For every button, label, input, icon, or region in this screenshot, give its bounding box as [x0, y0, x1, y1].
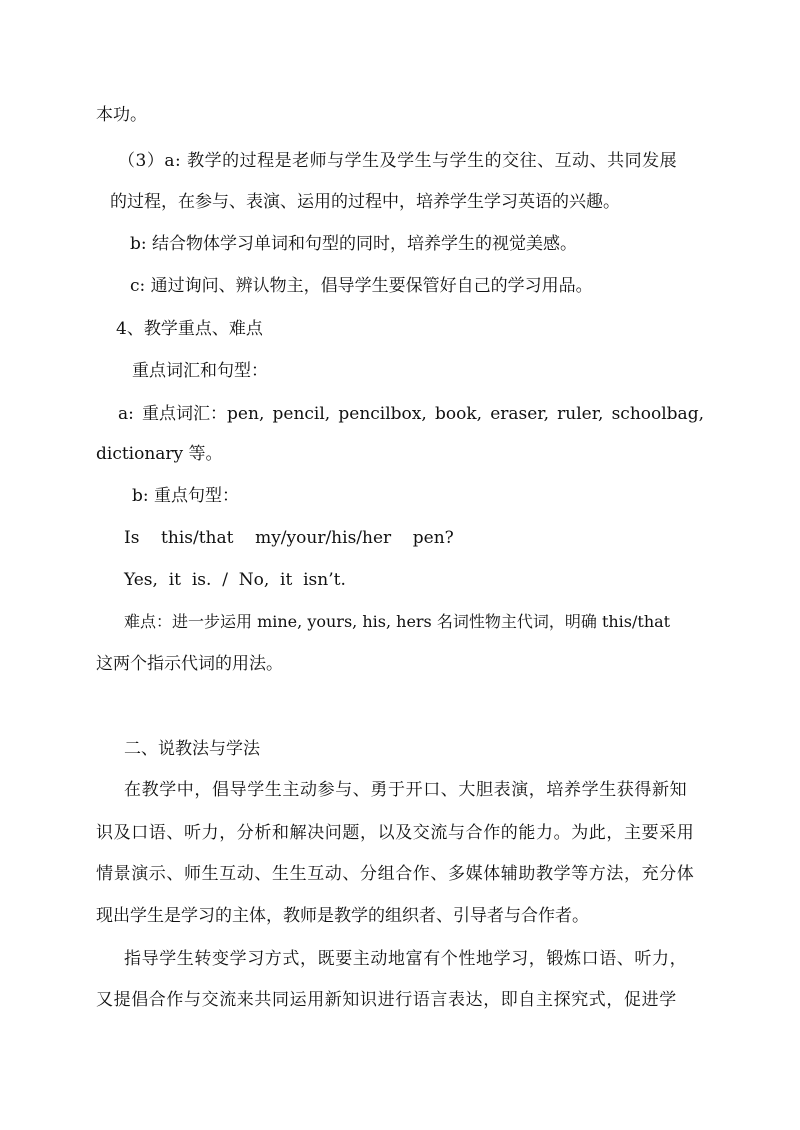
text-line: b: 重点句型：: [132, 486, 240, 506]
text-line: （3）a: 教学的过程是老师与学生及学生与学生的交往、互动、共同发展: [118, 151, 678, 171]
text-segment: schoolbag,: [611, 404, 704, 424]
text-line: c: 通过询问、辨认物主，倡导学生要保管好自己的学习用品。: [130, 276, 593, 296]
section-heading: 4、教学重点、难点: [116, 319, 263, 339]
text-line: 的过程，在参与、表演、运用的过程中，培养学生学习英语的兴趣。: [110, 192, 620, 212]
text-line: 本功。: [96, 105, 147, 125]
text-line: 现出学生是学习的主体，教师是教学的组织者、引导者与合作者。: [96, 906, 589, 926]
text-line: 又提倡合作与交流来共同运用新知识进行语言表达，即自主探究式，促进学: [96, 990, 677, 1010]
text-line: b: 结合物体学习单词和句型的同时，培养学生的视觉美感。: [130, 234, 578, 254]
sentence-pattern: Yes, it is. / No, it isn’t.: [124, 570, 346, 590]
text-segment: eraser,: [490, 404, 549, 424]
text-segment: book,: [434, 404, 483, 424]
sentence-pattern: Is this/that my/your/his/her pen?: [124, 528, 454, 548]
text-line: 指导学生转变学习方式，既要主动地富有个性地学习，锻炼口语、听力，: [124, 949, 688, 969]
text-line: 在教学中，倡导学生主动参与、勇于开口、大胆表演，培养学生获得新知: [124, 780, 688, 800]
text-line: 这两个指示代词的用法。: [96, 654, 283, 674]
text-segment: 重点词汇：pen,: [142, 404, 265, 424]
text-line: 识及口语、听力，分析和解决问题，以及交流与合作的能力。为此，主要采用: [96, 823, 695, 843]
vocabulary-line: [118, 403, 704, 425]
section-heading: 二、说教法与学法: [124, 739, 260, 759]
text-line: 难点：进一步运用 mine, yours, his, hers 名词性物主代词，明确 this/that: [124, 612, 671, 631]
text-line: dictionary 等。: [96, 444, 223, 464]
text-segment: pencilbox,: [338, 404, 427, 424]
text-segment: pencil,: [272, 404, 331, 424]
subheading: 重点词汇和句型：: [132, 361, 268, 381]
text-segment: a:: [118, 404, 134, 424]
text-segment: ruler,: [557, 404, 604, 424]
text-line: 情景演示、师生互动、生生互动、分组合作、多媒体辅助教学等方法，充分体: [96, 864, 695, 884]
